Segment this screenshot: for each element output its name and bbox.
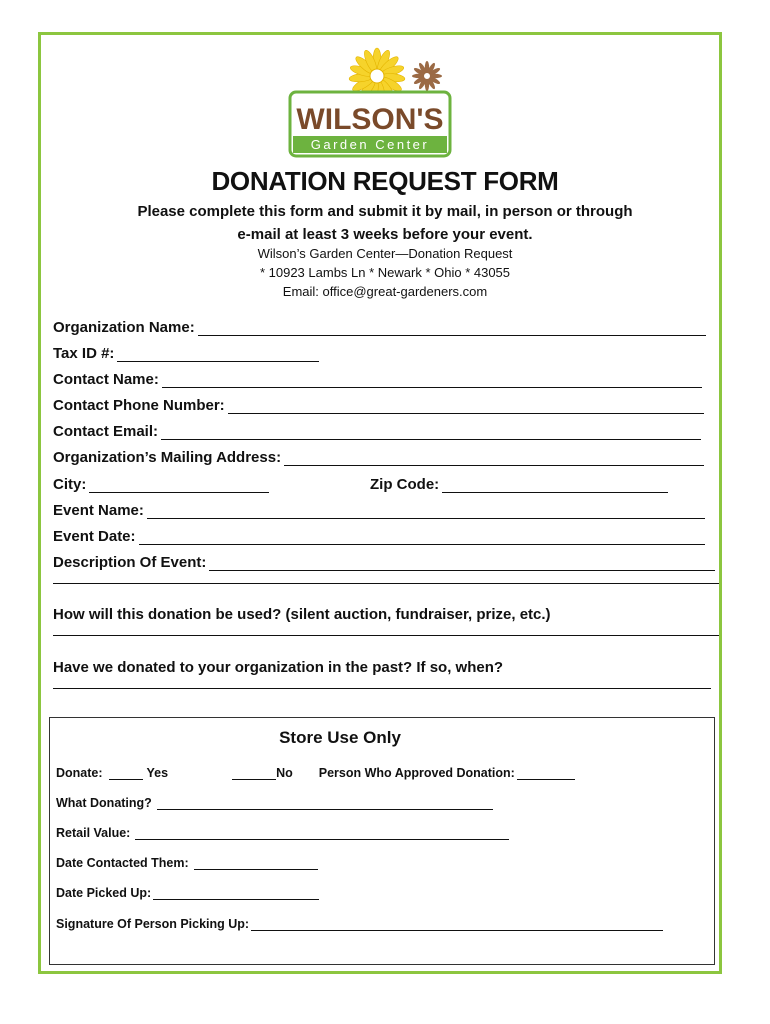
address-line3: Email: office@great-gardeners.com xyxy=(282,284,488,299)
donate-row xyxy=(56,762,575,780)
event-description-label: Description Of Event: xyxy=(53,554,207,571)
date-contacted-row xyxy=(56,852,318,870)
donate-no-field[interactable] xyxy=(232,767,276,780)
contact-email-label: Contact Email: xyxy=(53,423,159,440)
past-donation-row xyxy=(53,654,503,676)
what-donating-field[interactable] xyxy=(157,797,493,810)
contact-name-label: Contact Name: xyxy=(53,371,159,388)
contact-phone-row xyxy=(53,392,704,414)
donation-use-label: How will this donation be used? (silent auction, fundraiser, prize, etc.) xyxy=(53,606,551,623)
approved-by-label: Person Who Approved Donation: xyxy=(318,766,515,780)
event-name-label: Event Name: xyxy=(53,502,144,519)
donate-no-label: No xyxy=(276,766,293,780)
date-picked-up-row xyxy=(56,882,319,900)
event-description-extra-line[interactable] xyxy=(53,583,719,584)
donate-yes-label: Yes xyxy=(146,766,169,780)
contact-phone-field[interactable] xyxy=(228,399,704,414)
form-instructions-line1: Please complete this form and submit it by mail, in person or through xyxy=(137,203,633,220)
mailing-address-label: Organization’s Mailing Address: xyxy=(53,449,282,466)
store-use-title: Store Use Only xyxy=(279,728,401,747)
logo-tagline-text: Garden Center xyxy=(310,137,430,152)
retail-value-label: Retail Value: xyxy=(56,826,131,840)
zip-field[interactable] xyxy=(442,478,668,493)
zip-label: Zip Code: xyxy=(370,476,440,493)
what-donating-row xyxy=(56,792,493,810)
signature-label: Signature Of Person Picking Up: xyxy=(56,917,250,931)
form-title: DONATION REQUEST FORM xyxy=(211,166,559,196)
event-date-label: Event Date: xyxy=(53,528,136,545)
tax-id-row xyxy=(53,340,319,362)
contact-name-row xyxy=(53,366,702,388)
retail-value-row xyxy=(56,822,509,840)
sunflower-logo-icon xyxy=(287,46,453,158)
address-line2: * 10923 Lambs Ln * Newark * Ohio * 43055 xyxy=(259,265,511,280)
event-description-row xyxy=(53,549,715,571)
address-line1: Wilson’s Garden Center—Donation Request xyxy=(257,246,513,261)
event-date-field[interactable] xyxy=(139,530,705,545)
event-name-row xyxy=(53,497,705,519)
signature-row xyxy=(56,913,663,931)
store-use-box xyxy=(49,717,715,965)
form-instructions-line2: e-mail at least 3 weeks before your event. xyxy=(237,226,533,243)
contact-name-field[interactable] xyxy=(162,373,702,388)
contact-email-row xyxy=(53,418,701,440)
contact-email-field[interactable] xyxy=(161,425,701,440)
past-donation-label: Have we donated to your organization in the past? If so, when? xyxy=(53,659,504,676)
signature-field[interactable] xyxy=(251,918,663,931)
date-picked-up-label: Date Picked Up: xyxy=(56,886,152,900)
contact-phone-label: Contact Phone Number: xyxy=(53,397,225,414)
city-row xyxy=(53,471,269,493)
date-picked-up-field[interactable] xyxy=(153,887,319,900)
retail-value-field[interactable] xyxy=(135,827,509,840)
org-name-field[interactable] xyxy=(198,321,706,336)
past-donation-field[interactable] xyxy=(53,688,711,689)
event-name-field[interactable] xyxy=(147,504,705,519)
date-contacted-field[interactable] xyxy=(194,857,318,870)
city-label: City: xyxy=(53,476,87,493)
tax-id-label: Tax ID #: xyxy=(53,345,115,362)
donate-yes-field[interactable] xyxy=(109,767,143,780)
event-date-row xyxy=(53,523,705,545)
org-name-row xyxy=(53,314,706,336)
what-donating-label: What Donating? xyxy=(56,796,152,810)
mailing-address-field[interactable] xyxy=(284,451,704,466)
tax-id-field[interactable] xyxy=(117,347,319,362)
logo-brand-text: WILSON'S xyxy=(296,103,444,136)
approved-by-field[interactable] xyxy=(517,767,575,780)
event-description-field[interactable] xyxy=(209,556,715,571)
org-name-label: Organization Name: xyxy=(53,319,195,336)
zip-row xyxy=(370,471,668,493)
date-contacted-label: Date Contacted Them: xyxy=(56,856,189,870)
mailing-address-row xyxy=(53,444,704,466)
donation-use-field[interactable] xyxy=(53,635,719,636)
donation-use-row xyxy=(53,601,551,623)
donate-label: Donate: xyxy=(56,766,103,780)
city-field[interactable] xyxy=(89,478,269,493)
